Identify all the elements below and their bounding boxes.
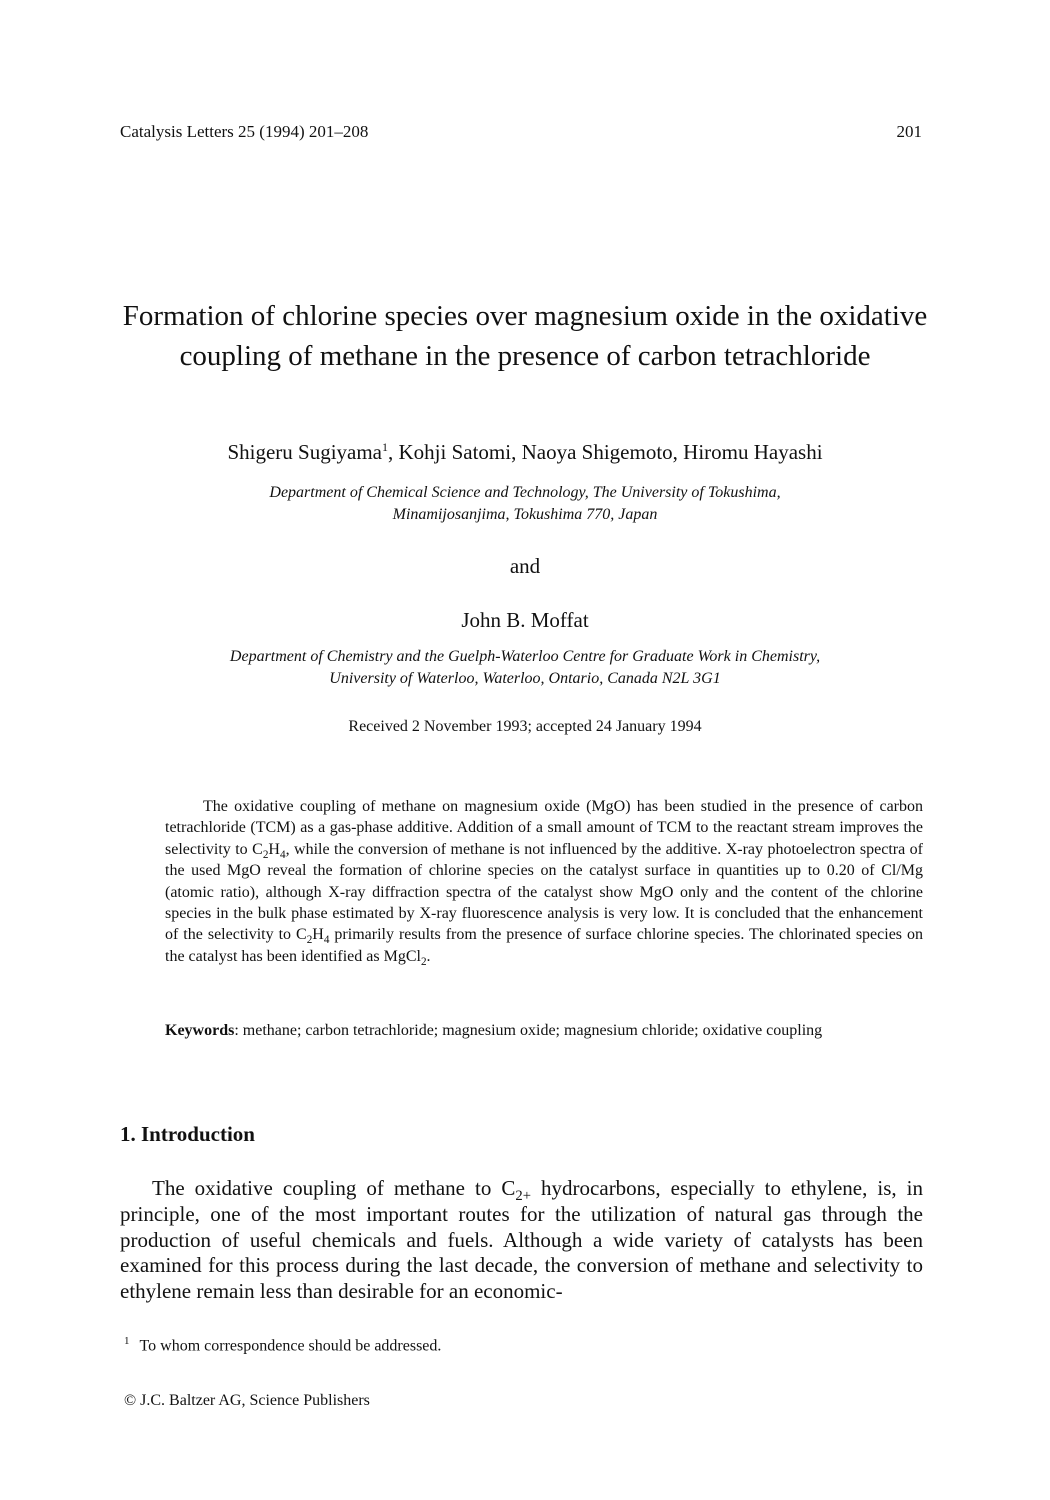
publisher-line: © J.C. Baltzer AG, Science Publishers: [124, 1392, 370, 1409]
footnote-text: To whom correspondence should be addressed.: [139, 1337, 442, 1355]
affiliation-2: [100, 646, 950, 690]
footnote-mark: 1: [382, 440, 389, 454]
keywords: [165, 1020, 923, 1041]
affiliation-1-line1: Department of Chemical Science and Technology, The University of Tokushima,: [269, 484, 781, 501]
author-list-1: [100, 440, 950, 465]
paper-title: Formation of chlorine species over magnesium oxide in the oxidative coupling of methane in the presence of carbon tetrachloride: [122, 300, 928, 372]
running-head: Catalysis Letters 25 (1994) 201–208: [120, 122, 369, 141]
keywords-label: Keywords: [165, 1022, 235, 1039]
affiliation-2-line1: Department of Chemistry and the Guelph-Waterloo Centre for Graduate Work in Chemistry,: [229, 648, 821, 665]
and-separator: and: [509, 554, 541, 578]
keywords-text: : methane; carbon tetrachloride; magnesium oxide; magnesium chloride; oxidative coupling: [234, 1022, 823, 1039]
affiliation-1: [100, 482, 950, 526]
footnote-mark: 1: [124, 1335, 130, 1347]
abstract: The oxidative coupling of methane on magnesium oxide (MgO) has been studied in the presence of carbon tetrachloride (TCM) as a gas-phase additive. Addition of a small amount of TCM to the reactant stream improves the selectivity to $C_2H_4$, while the conversion of methane is not influenced by the additive. X-ray photoelectron spectra of the used MgO reveal the formation of chlorine species on the catalyst surface in quantities up to 0.20 of Cl/Mg (atomic ratio), although X-ray diffraction spectra of the catalyst show MgO only and the content of the chlorine species in the bulk phase estimated by X-ray fluorescence analysis is very low. It is concluded that the enhancement of the selectivity to $C_2H_4$ primarily results from the presence of surface chlorine species. The chlorinated species on the catalyst has been identified as MgCl$_2$.: [165, 798, 924, 969]
introduction-paragraph: The oxidative coupling of methane to $C_{2+}$ hydrocarbons, especially to ethylene, is, in principle, one of the most important routes for the utilization of natural gas through the production of useful chemicals and fuels. Although a wide variety of catalysts has been examined for this process during the last decade, the conversion of methane and selectivity to ethylene remain less than desirable for an economic-: [120, 1176, 923, 1304]
section-heading: 1. Introduction: [120, 1122, 255, 1146]
author-names-rest: , Kohji Satomi, Naoya Shigemoto, Hiromu Hayashi: [388, 440, 823, 464]
received-dates: Received 2 November 1993; accepted 24 January 1994: [348, 718, 702, 735]
author-list-2: John B. Moffat: [461, 608, 589, 632]
affiliation-1-line2: Minamijosanjima, Tokushima 770, Japan: [392, 506, 658, 523]
affiliation-2-line2: University of Waterloo, Waterloo, Ontario, Canada N2L 3G1: [329, 670, 721, 687]
footnote: [124, 1335, 441, 1355]
page-number: 201: [896, 122, 922, 141]
author-name: Shigeru Sugiyama: [227, 440, 383, 464]
